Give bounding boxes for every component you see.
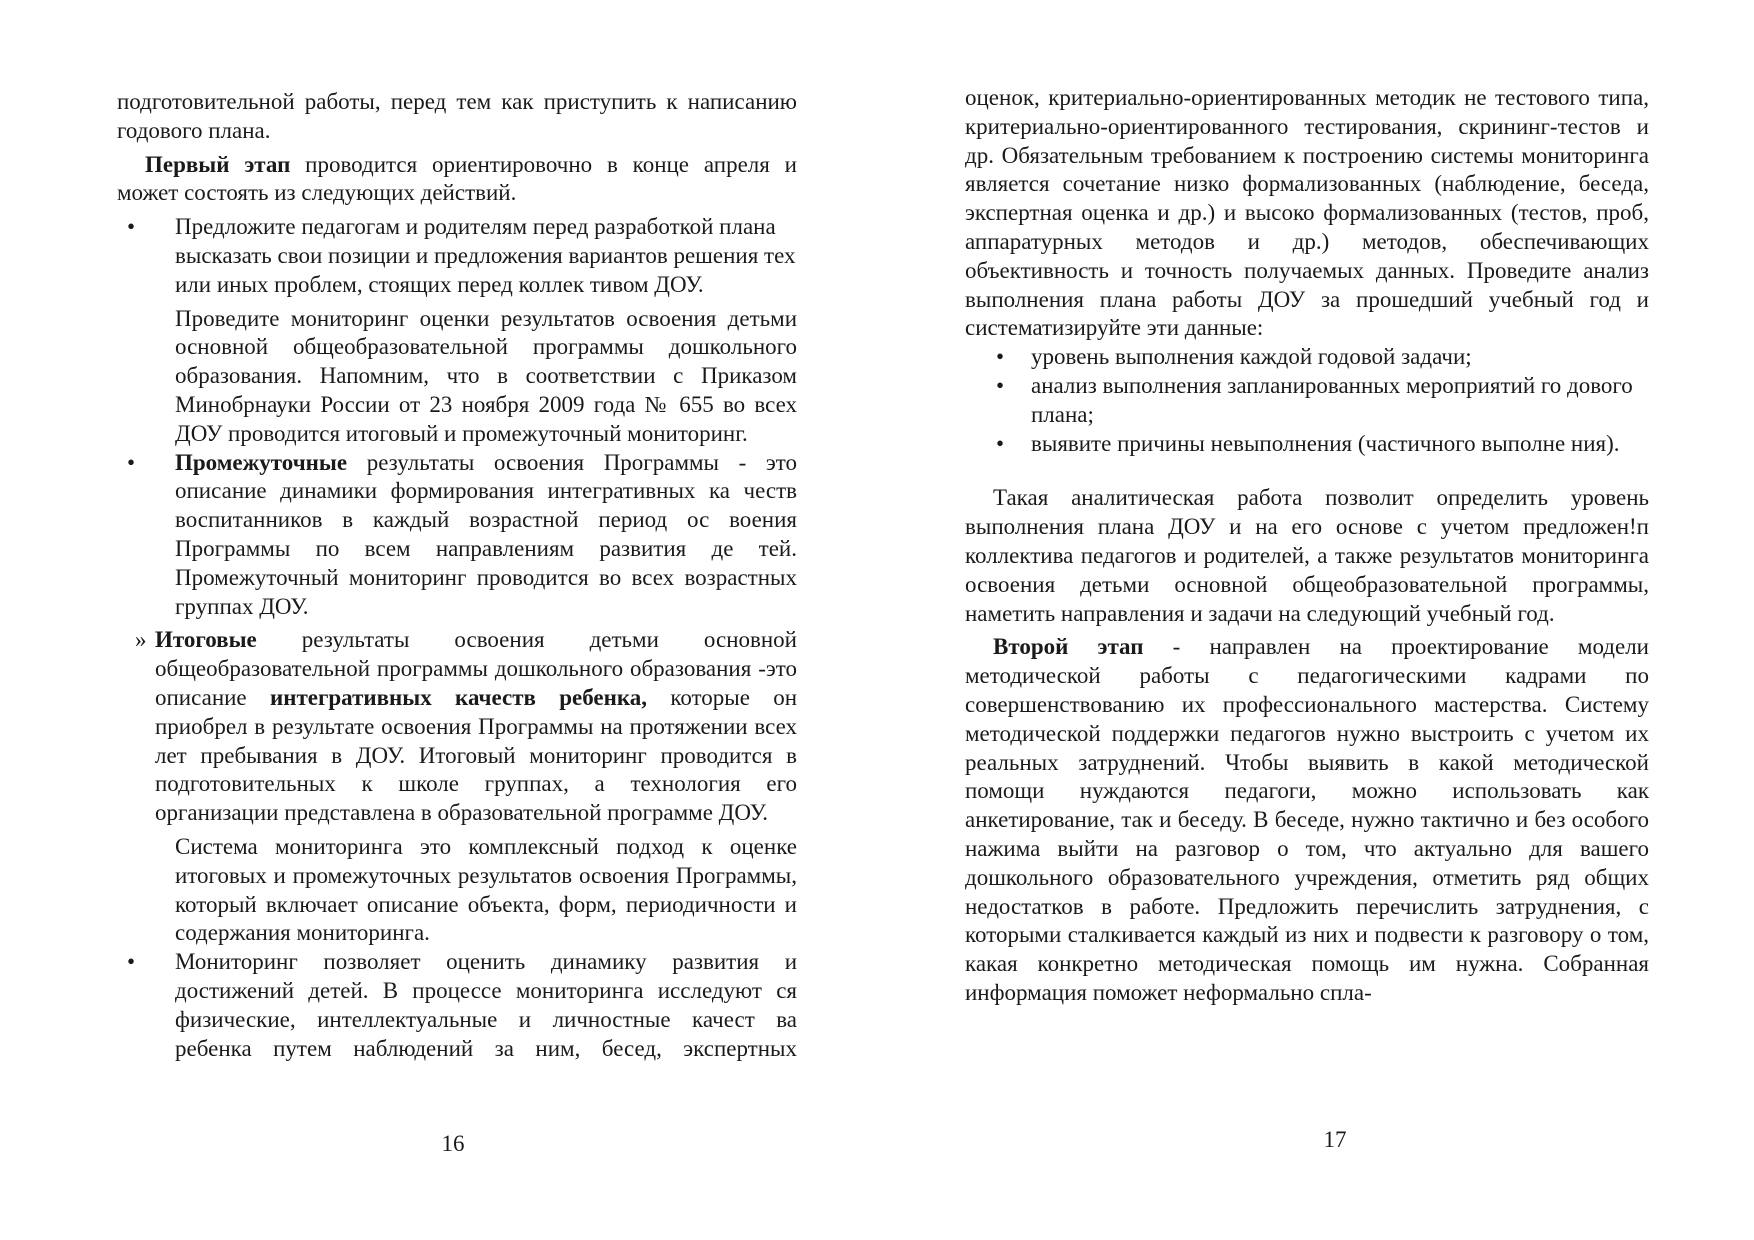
right-page-text <box>965 84 1649 1008</box>
list-item <box>965 343 1649 372</box>
list-item-text: выявите причины невыполнения (частичного выполне ния). <box>1031 430 1620 456</box>
bullet-icon: • <box>127 449 136 475</box>
paragraph: Проведите мониторинг оценки результатов освоения детьми основной общеобразовательной программы дошкольного образования. Напомним, что в соответствии с Приказом Минобрнауки России от 23 ноября 2009 года № 655 во всех ДОУ проводится итоговый и промежуточный мониторинг. <box>175 305 797 446</box>
list-item-text <box>155 626 797 828</box>
list-item-text: анализ выполнения запланированных мероприятий го дового плана; <box>1031 372 1633 427</box>
paragraph: Такая аналитическая работа позволит определить уровень выполнения плана ДОУ и на его основе с учетом предложен!п коллектива педагогов и родителей, а также результатов мониторинга освоения детьми основной общеобразовательной программы, наметить направления и задачи на следующий учебный год. <box>965 485 1649 626</box>
list-item-text: которые он приобрел в результате освоения Программы на протяжении всех лет пребывания в ДОУ. Итоговый мониторинг проводится в подготовительных к школе группах, а технология его организации представлена в образовательной программе ДОУ. <box>155 684 798 826</box>
list-item-text: уровень выполнения каждой годовой задачи; <box>1031 344 1472 370</box>
bold-term: Первый этап <box>145 151 291 177</box>
left-page-text <box>117 88 797 1063</box>
bullet-icon: • <box>996 430 1005 456</box>
list-item-text <box>175 449 797 622</box>
bold-term: Промежуточные <box>175 449 348 475</box>
list-item <box>965 430 1649 459</box>
list-item <box>117 948 797 1063</box>
bold-term: интегративных качеств ребенка, <box>269 684 648 710</box>
bullet-icon: • <box>127 949 136 975</box>
bold-term: Второй этап <box>993 634 1144 660</box>
list-item <box>965 372 1649 430</box>
list-item-text: результаты освоения Программы - это описание динамики формирования интегративных ка честв воспитанников в каждый возрастной период ос воения Программы по всем направлениям развития де тей. Промежуточный мониторинг проводится во всех возрастных группах ДОУ. <box>175 449 797 619</box>
list-item <box>117 213 797 299</box>
paragraph-first-stage <box>117 151 797 209</box>
paragraph-text: - направлен на проектирование модели методической работы с педагогическими кадрами по совершенствованию их профессионального мастерства. Системy методической поддержки педагогов нужно выстроить с учетом их реальных затруднений. Чтобы выявить в какой методической помощи нуждаются педагоги, можно использовать как анкетирование, так и беседу. В беседе, нужно тактично и без особого нажима выйти на разговор о том, что актуально для вашего дошкольного образовательного учреждения, отметить ряд общих недостатков в работе. Предложить перечислить затруднения, с которыми сталкивается каждый из них и подвести к разговору о том, какая конкретно методическая помощь им нужна. Собранная информация поможет неформально спла- <box>965 634 1649 1005</box>
paragraph: подготовительной работы, перед тем как приступить к написанию годового плана. <box>117 89 797 143</box>
paragraph-second-stage <box>965 633 1649 1007</box>
list-item-text: результаты освоения детьми основной общеобразовательной программы дошкольного образования -это описание <box>155 627 797 710</box>
bullet-icon: • <box>996 344 1005 370</box>
paragraph-text: проводится ориентировочно в конце апреля и может состоять из следующих действий. <box>117 151 797 206</box>
list-item-text: Мониторинг позволяет оценить динамику развития и достижений детей. В процессе мониторинга исследуют ся физические, интеллектуальные и личностные качест ва ребенка путем наблюдений за ним, бесед, экспертных <box>175 949 797 1061</box>
paragraph: оценок, критериально-ориентированных методик не тестового типа, критериально-ориентированного тестирования, скрининг-тестов и др. Обязательным требованием к построению системы мониторинга является сочетание низко формализованных (наблюдение, беседа, экспертная оценка и др.) и высоко формализованных (тестов, проб, аппаратурных методов и др.) методов, обеспечивающих объективность и точность получаемых данных. Проведите анализ выполнения плана работы ДОУ за прошедший учебный год и <box>965 85 1649 312</box>
list-item <box>117 449 797 622</box>
list-item-text: Предложите педагогам и родителям перед разработкой плана высказать свои позиции и предложения вариантов решения тех или иных проблем, стоящих перед коллек тивом ДОУ. <box>175 214 796 297</box>
right-page <box>877 0 1754 1240</box>
page-number: 17 <box>1323 1127 1347 1152</box>
bullet-icon: » <box>135 627 147 653</box>
bullet-icon: • <box>127 214 136 240</box>
page-number: 16 <box>441 1131 465 1156</box>
list-item <box>117 626 797 828</box>
paragraph: Система мониторинга это комплексный подход к оценке итоговых и промежуточных результатов освоения Программы, который включает описание объекта, форм, периодичности и содержания мониторинга. <box>175 833 797 946</box>
bullet-icon: • <box>996 372 1005 398</box>
bold-term: Итоговые <box>155 627 257 653</box>
paragraph: систематизируйте эти данные: <box>965 315 1264 341</box>
